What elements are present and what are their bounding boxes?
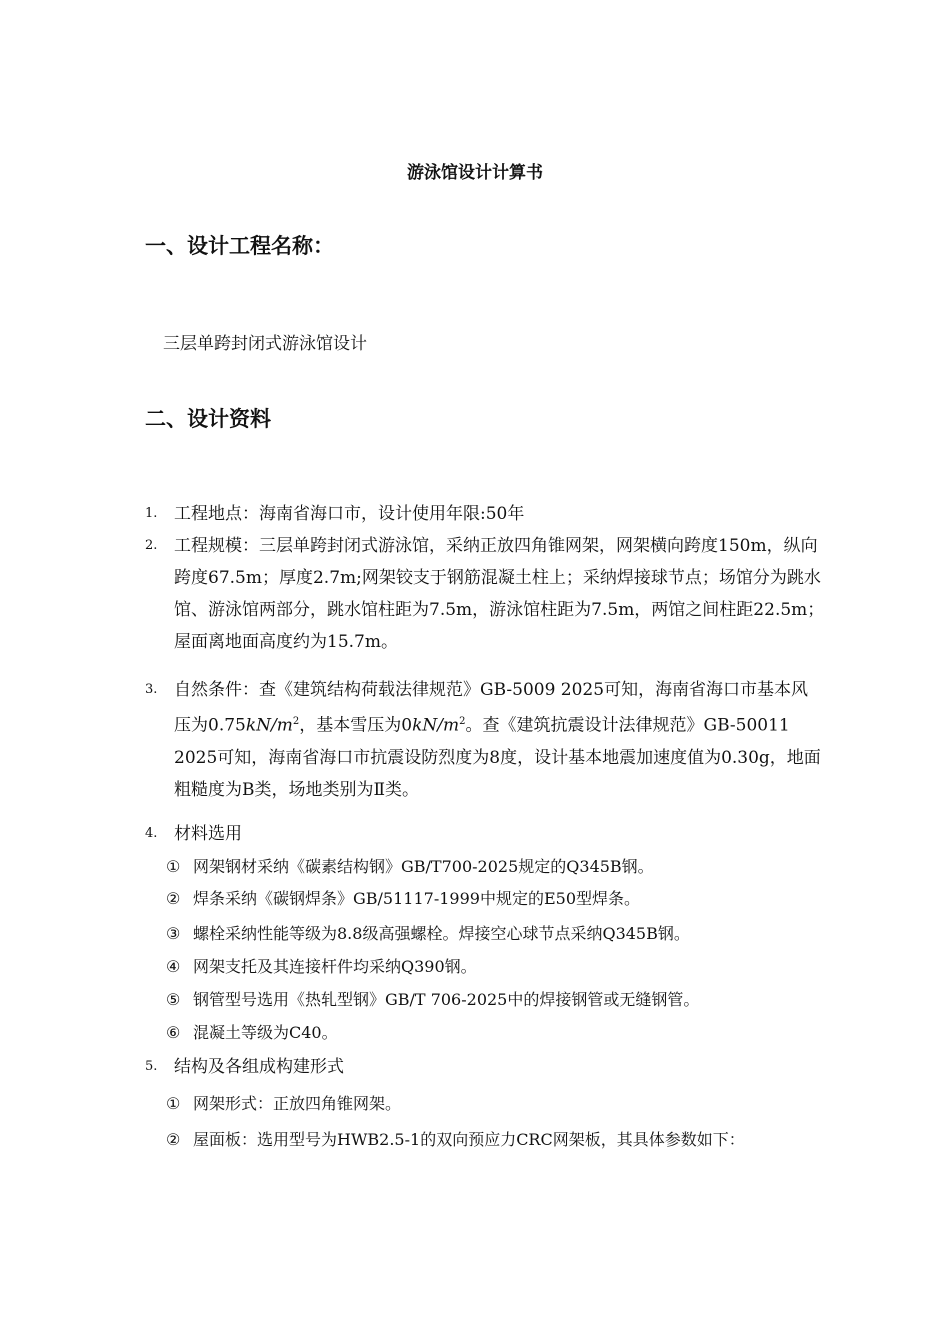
project-name-text: 三层单跨封闭式游泳馆设计	[163, 334, 367, 354]
circled-number: ②	[166, 1130, 181, 1149]
list-text: 材料选用	[174, 824, 242, 844]
section-heading-project-name: 一、设计工程名称：	[145, 234, 334, 258]
list-text: 工程规模：三层单跨封闭式游泳馆，采纳正放四角锥网架，网架横向跨度150m，纵向跨度67.5m；厚度2.7m;网架铰支于钢筋混凝土柱上；采纳焊接球节点；场馆分为跳水馆、游泳馆两部分，跳水馆柱距为7.5m，游泳馆柱距为7.5m，两馆之间柱距22.5m；屋面离地面高度约为15.7m。	[174, 536, 825, 652]
material-text: 焊条采纳《碳钢焊条》GB/51117-1999中规定的E50型焊条。	[193, 889, 640, 908]
material-item	[166, 918, 826, 950]
list-number: 3.	[145, 682, 158, 697]
material-text: 网架钢材采纳《碳素结构钢》GB/T700-2025规定的Q345B钢。	[193, 857, 654, 876]
material-text: 混凝土等级为C40。	[193, 1023, 338, 1042]
material-item	[166, 1017, 826, 1049]
circled-number: ⑤	[166, 990, 181, 1009]
circled-number: ②	[166, 889, 181, 908]
material-item	[166, 984, 826, 1016]
material-item	[166, 851, 826, 883]
circled-number: ⑥	[166, 1023, 181, 1042]
list-item	[145, 530, 825, 658]
section-heading-design-data: 二、设计资料	[145, 407, 271, 431]
list-number: 1.	[145, 506, 158, 521]
circled-number: ①	[166, 857, 181, 876]
document-title: 游泳馆设计计算书	[407, 163, 543, 183]
list-item	[145, 498, 825, 530]
list-number: 5.	[145, 1059, 158, 1074]
circled-number: ①	[166, 1094, 181, 1113]
structure-item	[166, 1124, 826, 1156]
structure-item	[166, 1088, 826, 1120]
material-text: 螺栓采纳性能等级为8.8级高强螺栓。焊接空心球节点采纳Q345B钢。	[193, 924, 690, 943]
list-text: 工程地点：海南省海口市，设计使用年限:50年	[174, 504, 525, 524]
structure-text: 网架形式：正放四角锥网架。	[193, 1094, 402, 1113]
list-text: 结构及各组成构建形式	[174, 1057, 344, 1077]
list-item	[145, 1051, 825, 1083]
list-number: 2.	[145, 538, 158, 553]
list-number: 4.	[145, 826, 158, 841]
material-item	[166, 883, 826, 915]
material-text: 钢管型号选用《热轧型钢》GB/T 706-2025中的焊接钢管或无缝钢管。	[193, 990, 700, 1009]
circled-number: ③	[166, 924, 181, 943]
material-item	[166, 951, 826, 983]
material-text: 网架支托及其连接杆件均采纳Q390钢。	[193, 957, 477, 976]
list-item	[145, 674, 825, 806]
list-text: 自然条件：查《建筑结构荷载法律规范》GB-5009 2025可知，海南省海口市基本风压为$0.75kN/m^2$，基本雪压为$0kN/m^2$。查《建筑抗震设计法律规范》GB-50011 2025可知，海南省海口市抗震设防烈度为8度，设计基本地震加速度值为0.30g，地面粗糙度为B类，场地类别为Ⅱ类。	[174, 680, 821, 800]
list-item	[145, 818, 825, 850]
circled-number: ④	[166, 957, 181, 976]
structure-text: 屋面板：选用型号为HWB2.5-1的双向预应力CRC网架板，其具体参数如下：	[193, 1130, 745, 1149]
